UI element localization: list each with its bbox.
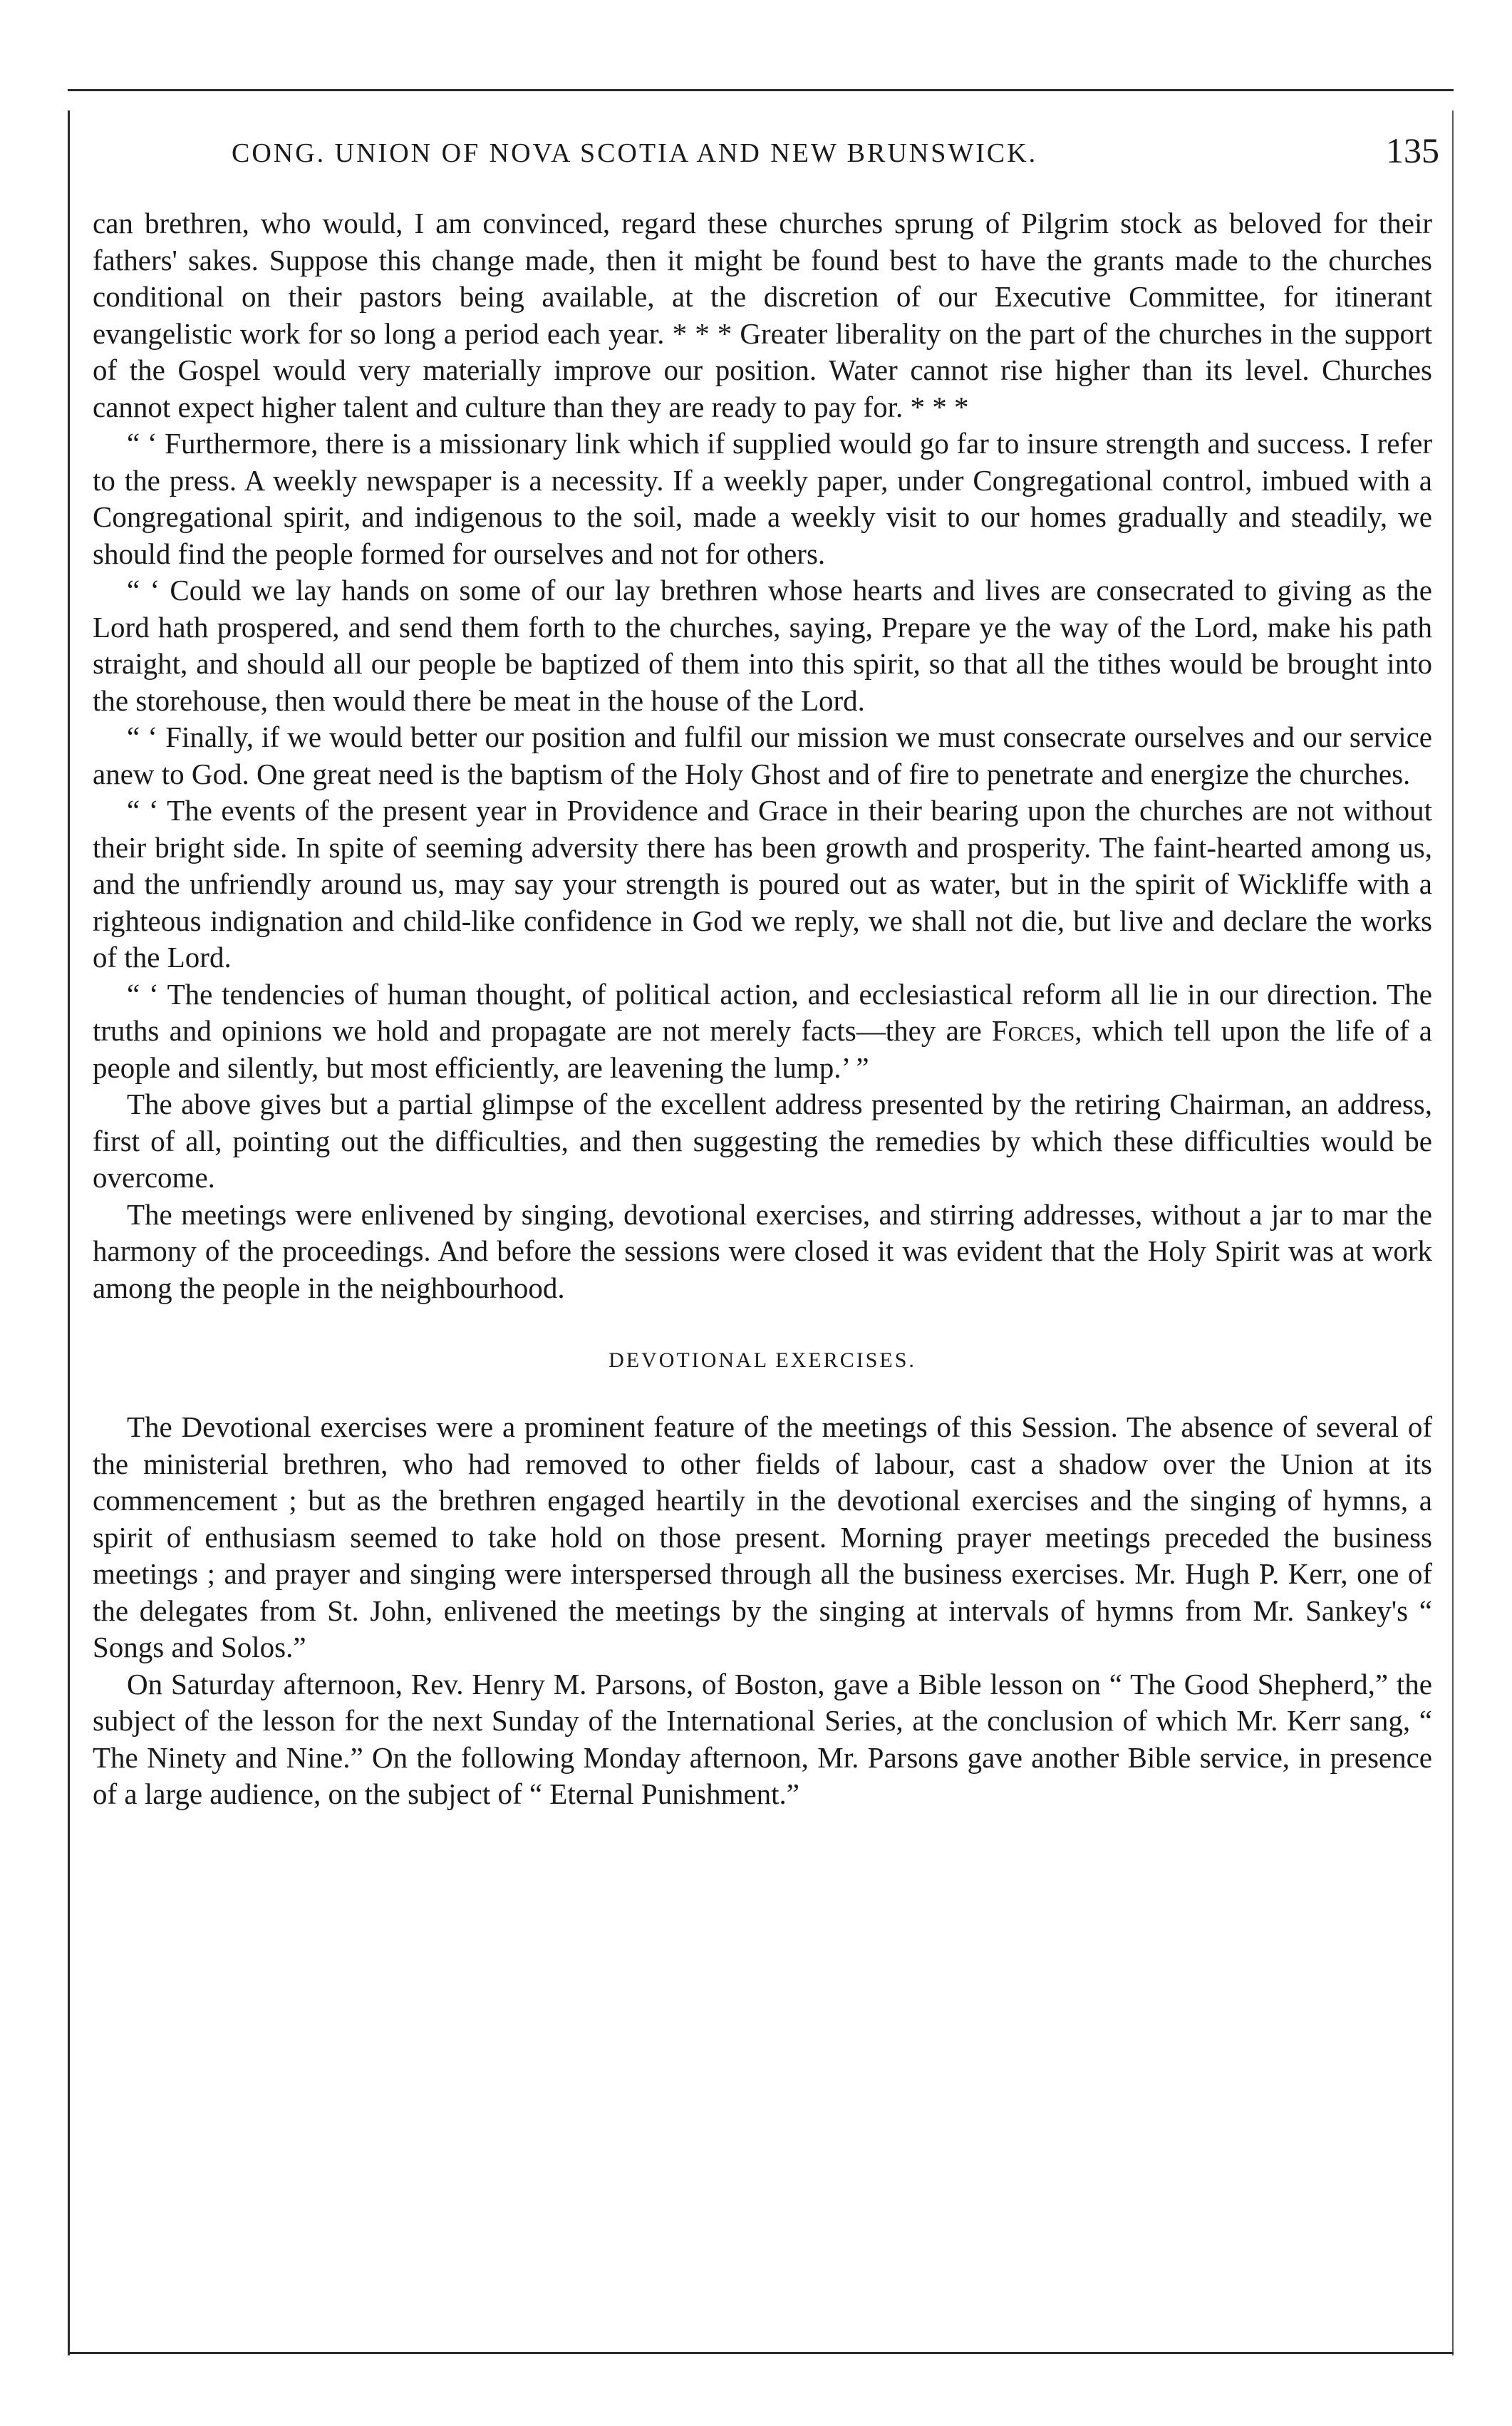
paragraph-summary: The above gives but a partial glimpse of the excellent address presented by the retiring Chairman, an address, first of all, pointing out the difficulties, and then suggesting the remedies by which these difficulties would be overcome. <box>93 1088 1432 1194</box>
running-title: CONG. UNION OF NOVA SCOTIA AND NEW BRUNSWICK. <box>232 138 1038 168</box>
tendencies-text-start: “ ‘ The tendencies of human thought, of political action, and ecclesiastical reform all lie in our direction. The truths and opinions we hold and propagate are not merely facts—they are <box>93 977 1432 1047</box>
paragraph-meetings: The meetings were enlivened by singing, devotional exercises, and stirring addresses, without a jar to mar the harmony of the proceedings. And before the sessions were closed it was evident that the Holy Spirit was at work among the people in the neighbourhood. <box>93 1197 1432 1304</box>
tendencies-text-end: , which tell upon the life of a people and silently, but most efficiently, are leavening the lump.’ ” <box>93 1014 1432 1084</box>
paragraph-finally: “ ‘ Finally, if we would better our position and fulfil our mission we must consecrate ourselves and our service anew to God. One great need is the baptism of the Holy Ghost and of fire to penetrate and energize the churches. <box>93 721 1432 790</box>
top-rule <box>68 89 1454 91</box>
paragraph-tendencies <box>93 976 1432 1087</box>
paragraph-lay-brethren: “ ‘ Could we lay hands on some of our lay brethren whose hearts and lives are consecrated to giving as the Lord hath prospered, and send them forth to the churches, saying, Prepare ye the way of the Lord, make his path straight, and should all our people be baptized of them into this spirit, so that all the tithes would be brought into the storehouse, then would there be meat in the house of the Lord. <box>93 574 1432 717</box>
paragraph-saturday: On Saturday afternoon, Rev. Henry M. Parsons, of Boston, gave a Bible lesson on “ The Good Shepherd,” the subject of the lesson for the next Sunday of the International Series, at the conclusion of which Mr. Kerr sang, “ The Ninety and Nine.” On the following Monday afternoon, Mr. Parsons gave another Bible service, in presence of a large audience, on the subject of “ Eternal Punishment.” <box>93 1667 1432 1810</box>
page-number: 135 <box>1386 130 1439 170</box>
paragraph-events: “ ‘ The events of the present year in Providence and Grace in their bearing upon the churches are not without their bright side. In spite of seeming adversity there has been growth and prosperity. The faint-hearted among us, and the unfriendly around us, may say your strength is poured out as water, but in the spirit of Wickliffe with a righteous indignation and child-like confidence in God we reply, we shall not die, but live and declare the works of the Lord. <box>93 794 1432 974</box>
bottom-rule <box>68 2352 1454 2354</box>
paragraph-devotional: The Devotional exercises were a prominent feature of the meetings of this Session. The absence of several of the ministerial brethren, who had removed to other fields of labour, cast a shadow over the Union at its commencement ; but as the brethren engaged heartily in the devotional exercises and the singing of hymns, a spirit of enthusiasm seemed to take hold on those present. Morning prayer meetings preceded the business meetings ; and prayer and singing were interspersed through all the business exercises. Mr. Hugh P. Kerr, one of the delegates from St. John, enlivened the meetings by the singing at intervals of hymns from Mr. Sankey's “ Songs and Solos.” <box>93 1410 1432 1663</box>
running-head <box>93 132 1439 182</box>
paragraph-furthermore: “ ‘ Furthermore, there is a missionary link which if supplied would go far to insure strength and success. I refer to the press. A weekly newspaper is a necessity. If a weekly paper, under Congregational control, imbued with a Congregational spirit, and indigenous to the soil, made a weekly visit to our homes gradually and steadily, we should find the people formed for ourselves and not for others. <box>93 427 1432 570</box>
body-text <box>93 205 1432 1813</box>
forces-small-caps: Forces <box>991 1014 1075 1047</box>
paragraph-continued: can brethren, who would, I am convinced, regard these churches sprung of Pilgrim stock as beloved for their fathers' sakes. Suppose this change made, then it might be found best to have the grants made to the churches conditional on their pastors being available, at the discretion of our Executive Committee, for itinerant evangelistic work for so long a period each year. * * * Greater liberality on the part of the churches in the support of the Gospel would very materially improve our position. Water cannot rise higher than its level. Churches cannot expect higher talent and culture than they are ready to pay for. * * * <box>93 207 1432 423</box>
section-heading: DEVOTIONAL EXERCISES. <box>609 1348 916 1372</box>
